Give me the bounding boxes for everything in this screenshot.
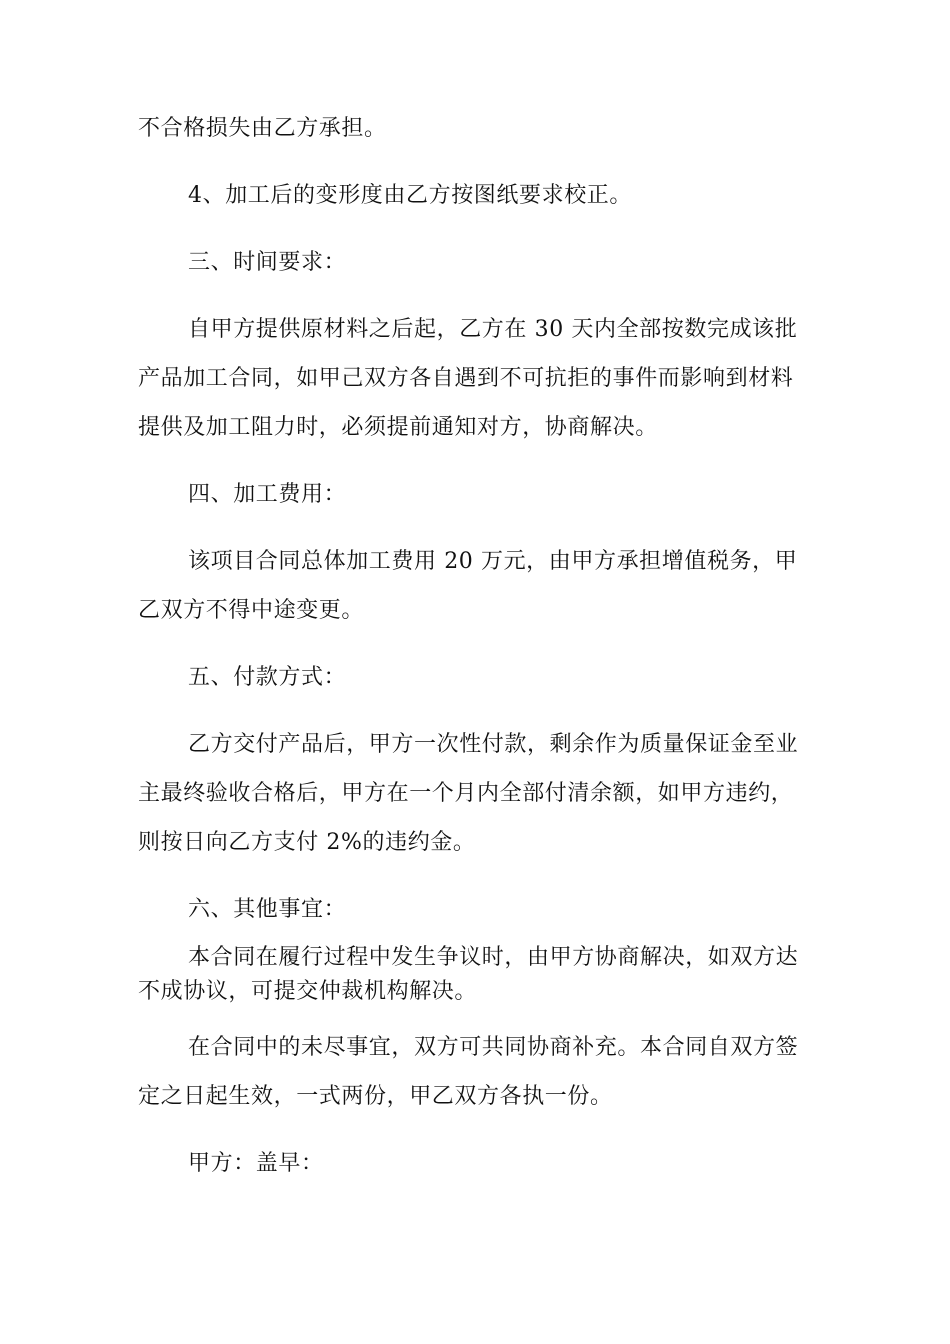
paragraph-line: 产品加工合同，如甲己双方各自遇到不可抗拒的事件而影响到材料 xyxy=(138,366,794,391)
paragraph-line: 提供及加工阻力时，必须提前通知对方，协商解决。 xyxy=(138,415,658,440)
paragraph-line: 不成协议，可提交仲裁机构解决。 xyxy=(138,979,478,1004)
paragraph-line: 自甲方提供原材料之后起，乙方在 30 天内全部按数完成该批 xyxy=(188,317,798,342)
paragraph-line: 则按日向乙方支付 2%的违约金。 xyxy=(138,830,476,855)
section-heading: 六、其他事宜： xyxy=(188,897,347,922)
section-heading: 五、付款方式： xyxy=(188,665,347,690)
paragraph-line: 在合同中的未尽事宜，双方可共同协商补充。本合同自双方签 xyxy=(188,1035,799,1060)
paragraph-line: 该项目合同总体加工费用 20 万元，由甲方承担增值税务，甲 xyxy=(188,549,798,574)
paragraph-line: 定之日起生效，一式两份，甲乙双方各执一份。 xyxy=(138,1084,613,1109)
section-heading: 三、时间要求： xyxy=(188,250,347,275)
paragraph-line: 主最终验收合格后，甲方在一个月内全部付清余额，如甲方违约， xyxy=(138,781,794,806)
paragraph-line: 不合格损失由乙方承担。 xyxy=(138,116,387,141)
paragraph-line: 4、加工后的变形度由乙方按图纸要求校正。 xyxy=(188,183,632,208)
paragraph-line: 乙双方不得中途变更。 xyxy=(138,598,365,623)
section-heading: 四、加工费用： xyxy=(188,482,347,507)
paragraph-line: 本合同在履行过程中发生争议时，由甲方协商解决，如双方达 xyxy=(188,945,799,970)
paragraph-line: 乙方交付产品后，甲方一次性付款，剩余作为质量保证金至业 xyxy=(188,732,799,757)
signature-line: 甲方：盖早： xyxy=(188,1151,324,1176)
